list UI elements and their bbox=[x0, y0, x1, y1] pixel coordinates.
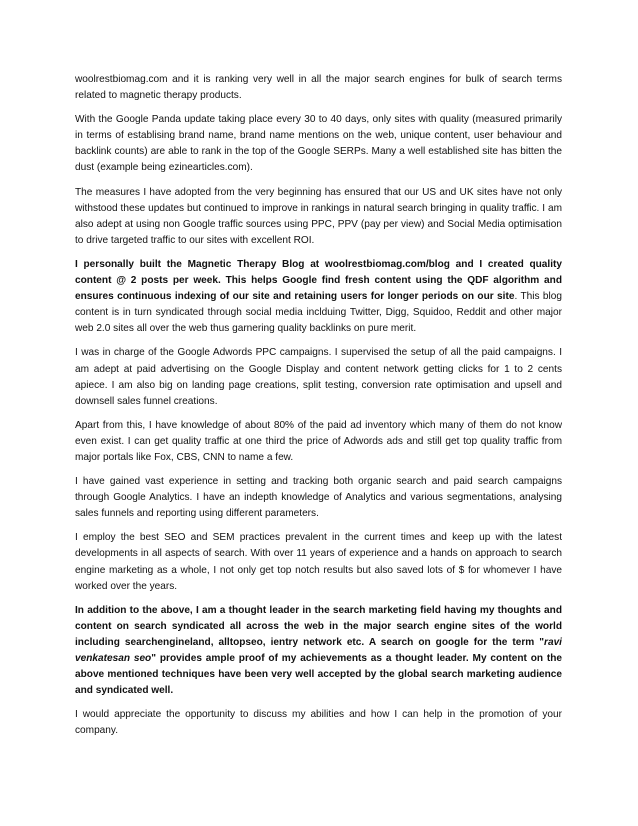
blog-regular-text: . This blog content is in turn syndicated through social media inclduing Twitter, Digg, Squidoo, Reddit and other major web 2.0 sites all over the web thus garnering quality backlinks on pure merit. bbox=[75, 291, 563, 335]
search-term: ravi venkatesan seo bbox=[75, 636, 562, 664]
thought-leader-text-before: In addition to the above, I am a thought leader in the search marketing field having my thoughts and content on search syndicated all across the web in the major search engine sites of the world including searchengineland, alltopseo, ientry network etc. A search on google for the term " bbox=[75, 604, 562, 648]
thought-leader-text-after: " provides ample proof of my achievements as a thought leader. My content on the above mentioned techniques have been very well accepted by the global search marketing audience and syndicated well. bbox=[75, 653, 563, 697]
paragraph-blog bbox=[75, 257, 562, 337]
paragraph-panda-update: With the Google Panda update taking place every 30 to 40 days, only sites with quality (measured primarily in terms of establising brand name, brand name mentions on the web, unique content, user behaviour and backlink counts) are able to rank in the top of the Google SERPs. Many a well established site has bitten the dust (example being ezinearticles.com). bbox=[75, 114, 562, 174]
paragraph-closing: I would appreciate the opportunity to discuss my abilities and how I can help in the promotion of your company. bbox=[75, 709, 562, 737]
paragraph-analytics: I have gained vast experience in setting and tracking both organic search and paid search campaigns through Google Analytics. I have an indepth knowledge of Analytics and various segmentations, analysing sales funnels and reporting using different parameters. bbox=[75, 476, 562, 520]
paragraph-ranking: woolrestbiomag.com and it is ranking very well in all the major search engines for bulk of search terms related to magnetic therapy products. bbox=[75, 74, 562, 102]
paragraph-ad-inventory: Apart from this, I have knowledge of about 80% of the paid ad inventory which many of them do not know even exist. I can get quality traffic at one third the price of Adwords ads and still get top quality traffic from major portals like Fox, CBS, CNN to name a few. bbox=[75, 419, 562, 463]
paragraph-adwords: I was in charge of the Google Adwords PPC campaigns. I supervised the setup of all the paid campaigns. I am adept at paid advertising on the Google Display and content network getting clicks for 1 to 2 cents apiece. I am also big on landing page creations, split testing, conversion rate optimisation and upsell and downsell sales funnel creations. bbox=[75, 347, 562, 407]
paragraph-measures: The measures I have adopted from the very beginning has ensured that our US and UK sites have not only withstood these updates but continued to improve in rankings in natural search bringing in quality traffic. I am also adept at using non Google traffic sources using PPC, PPV (pay per view) and Social Media optimisation to drive targeted traffic to our sites with excellent ROI. bbox=[75, 186, 562, 246]
blog-bold-text: I personally built the Magnetic Therapy Blog at woolrestbiomag.com/blog and I created quality content @ 2 posts per week. This helps Google find fresh content using the QDF algorithm and ensures continuous indexing of our site and retaining users for longer periods on our site bbox=[75, 258, 562, 303]
paragraph-thought-leader bbox=[75, 603, 562, 700]
paragraph-seo-practices: I employ the best SEO and SEM practices prevalent in the current times and keep up with the latest developments in all aspects of search. With over 11 years of experience and a hands on approach to search engine marketing as a whole, I not only get top notch results but also saved lots of $ for whomever I have worked over the years. bbox=[75, 532, 562, 592]
document-body bbox=[75, 72, 562, 747]
